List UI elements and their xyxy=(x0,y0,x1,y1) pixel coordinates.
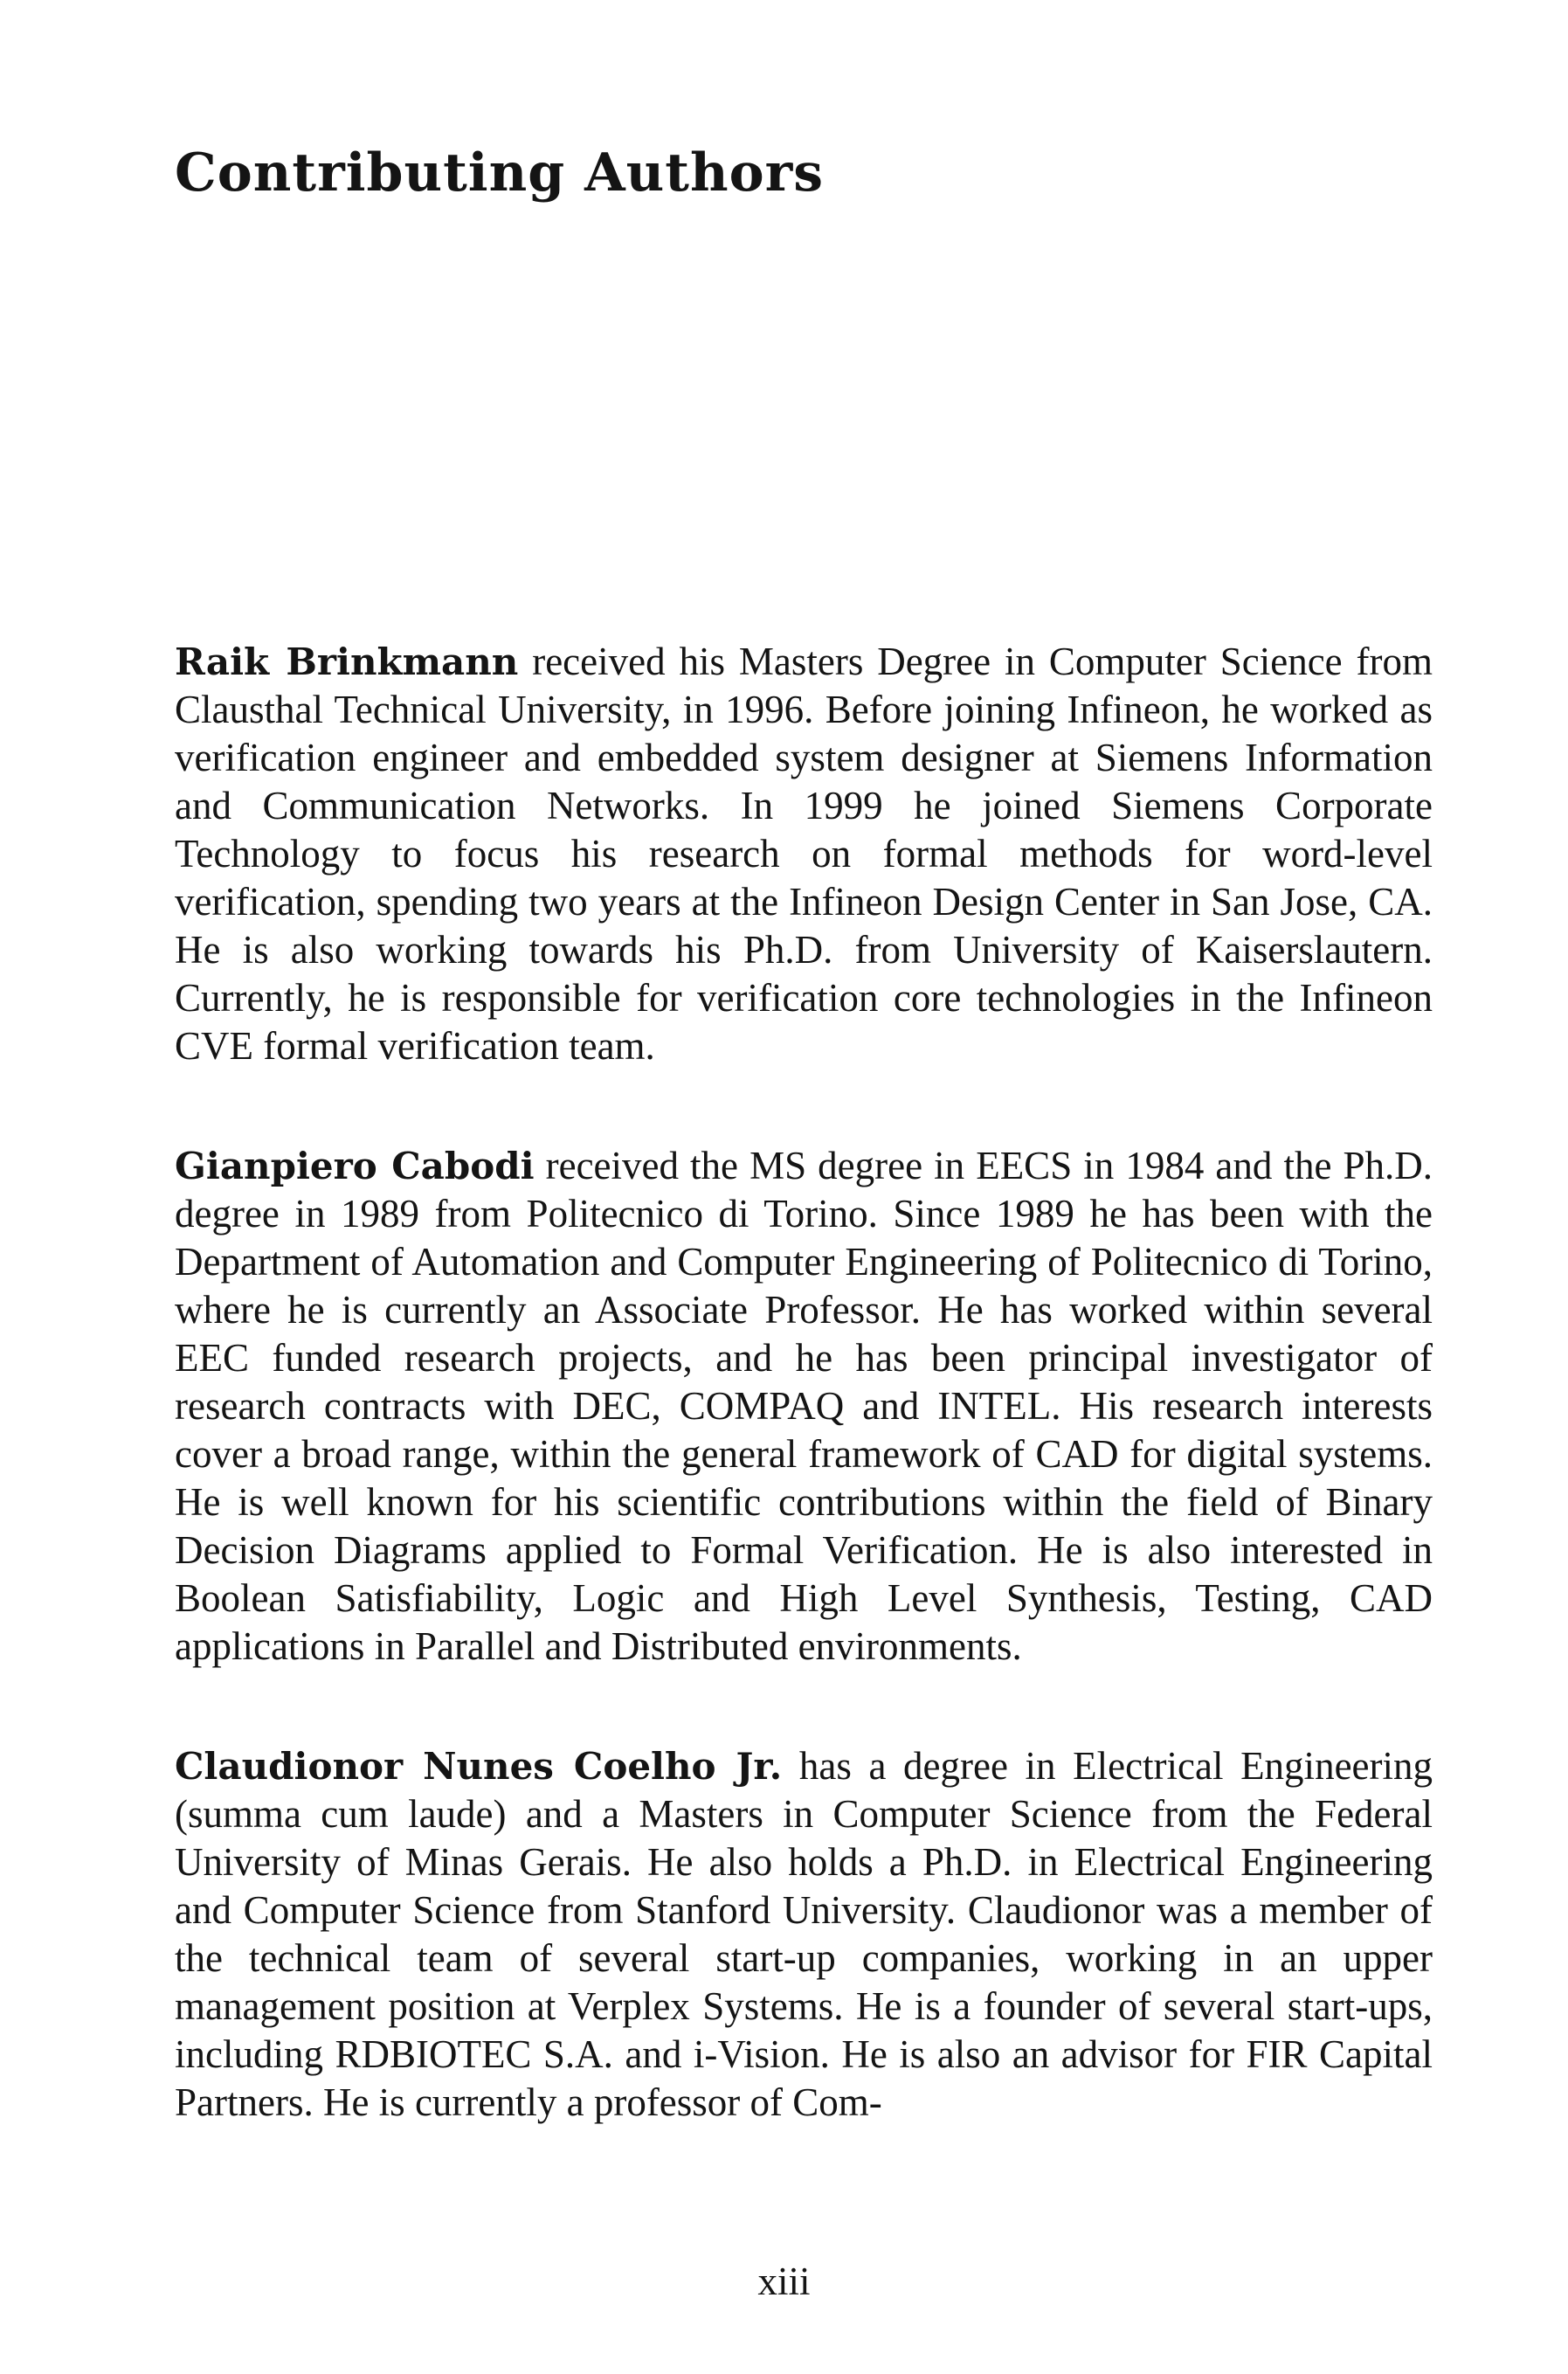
author-name: Claudionor Nunes Coelho Jr. xyxy=(175,1745,783,1788)
author-bio-text: received his Masters Degree in Computer Science from Clausthal Technical University, in 1996. Before joining Infineon, he worked as verification engineer and embedded system designer at Siemens Information and Communication Networks. In 1999 he joined Siemens Corporate Technology to focus his research on formal methods for word-level verification, spending two years at the Infineon Design Center in San Jose, CA. He is also working towards his Ph.D. from University of Kaiserslautern. Currently, he is responsible for verification core technologies in the Infineon CVE formal verification team. xyxy=(175,640,1433,1068)
author-name: Raik Brinkmann xyxy=(175,640,519,683)
chapter-title: Contributing Authors xyxy=(175,142,824,204)
author-bio xyxy=(175,1142,1433,1671)
author-name: Gianpiero Cabodi xyxy=(175,1145,535,1187)
page-number: xiii xyxy=(757,2260,811,2303)
author-bio xyxy=(175,638,1433,1070)
author-bios xyxy=(175,638,1433,2127)
author-bio-text: received the MS degree in EECS in 1984 and the Ph.D. degree in 1989 from Politecnico di Torino. Since 1989 he has been with the Department of Automation and Computer Engineering of Politecnico di Torino, where he is currently an Associate Professor. He has worked within several EEC funded research projects, and he has been principal investigator of research contracts with DEC, COMPAQ and INTEL. His research interests cover a broad range, within the general framework of CAD for digital systems. He is well known for his scientific contributions within the field of Binary Decision Diagrams applied to Formal Verification. He is also interested in Boolean Satisfiability, Logic and High Level Synthesis, Testing, CAD applications in Parallel and Distributed environments. xyxy=(175,1144,1433,1668)
author-bio-text: has a degree in Electrical Engineering (summa cum laude) and a Masters in Computer Science from the Federal University of Minas Gerais. He also holds a Ph.D. in Electrical Engineering and Computer Science from Stanford University. Claudionor was a member of the technical team of several start-up companies, working in an upper management position at Verplex Systems. He is a founder of several start-ups, including RDBIOTEC S.A. and i-Vision. He is also an advisor for FIR Capital Partners. He is currently a professor of Com- xyxy=(175,1744,1433,2124)
author-bio xyxy=(175,1742,1433,2127)
